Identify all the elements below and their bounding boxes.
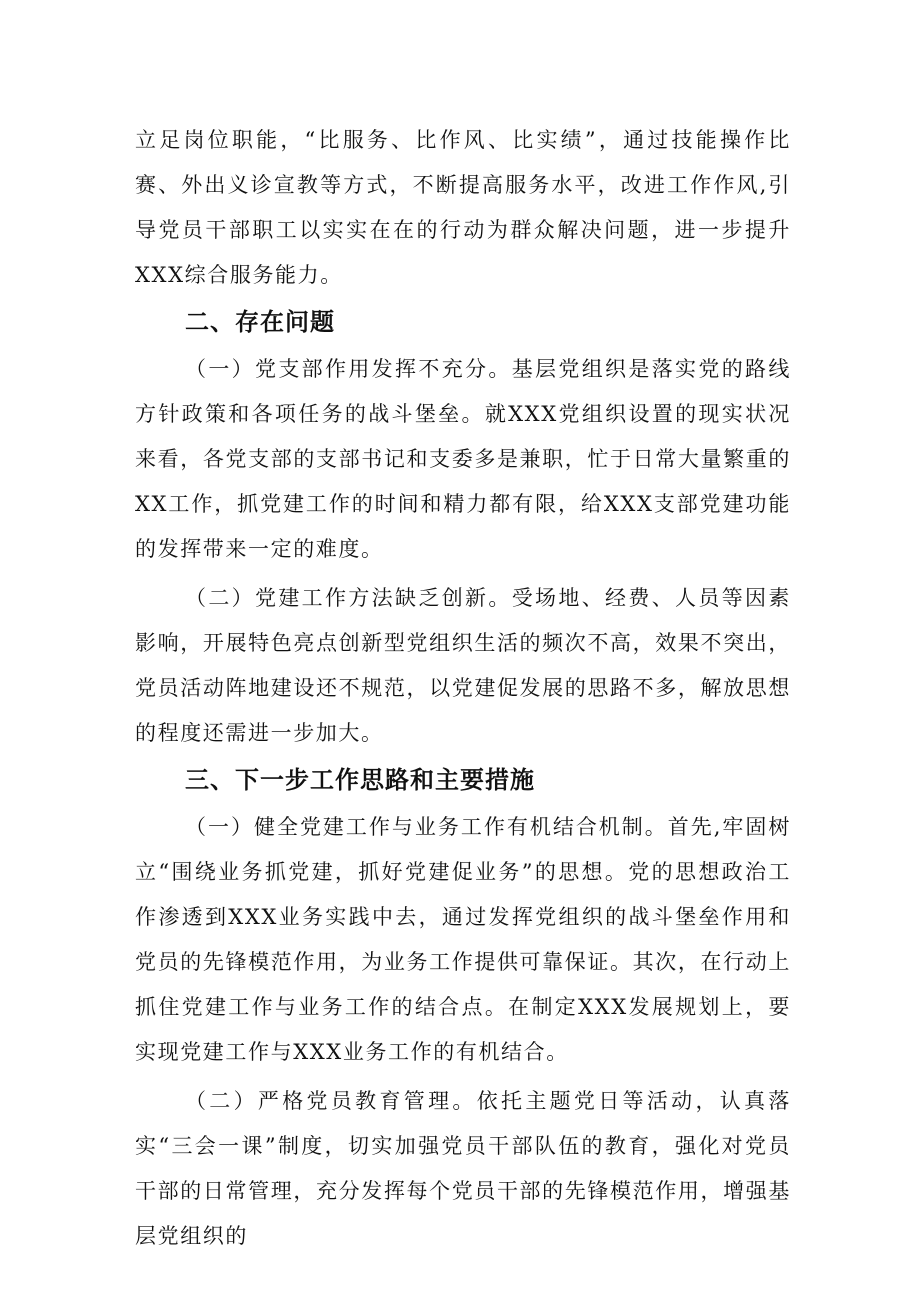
document-body [135, 118, 791, 1259]
heading-next-steps: 三、下一步工作思路和主要措施 [185, 766, 535, 794]
heading-existing-problems: 二、存在问题 [185, 308, 335, 336]
paragraph-problem-2: （二）党建工作方法缺乏创新。受场地、经费、人员等因素影响，开展特色亮点创新型党组织生活的频次不高，效果不突出，党员活动阵地建设还不规范，以党建促发展的思路不多，解放思想的程度还需进一步加大。 [135, 586, 791, 745]
paragraph-measure-1: （一）健全党建工作与业务工作有机结合机制。首先,牢固树立“围绕业务抓党建，抓好党建促业务”的思想。党的思想政治工作渗透到XXX业务实践中去，通过发挥党组织的战斗堡垒作用和党员的先锋模范作用，为业务工作提供可靠保证。其次，在行动上抓住党建工作与业务工作的结合点。在制定XXX发展规划上，要实现党建工作与XXX业务工作的有机结合。 [135, 815, 791, 1064]
paragraph-measure-2: （二）严格党员教育管理。依托主题党日等活动，认真落实“三会一课”制度，切实加强党员干部队伍的教育，强化对党员干部的日常管理，充分发挥每个党员干部的先锋模范作用，增强基层党组织的 [135, 1089, 791, 1248]
paragraph-problem-1: （一）党支部作用发挥不充分。基层党组织是落实党的路线方针政策和各项任务的战斗堡垒。就XXX党组织设置的现实状况来看，各党支部的支部书记和支委多是兼职，忙于日常大量繁重的XX工作，抓党建工作的时间和精力都有限，给XXX支部党建功能的发挥带来一定的难度。 [135, 357, 791, 561]
paragraph-service-capacity: 立足岗位职能，“比服务、比作风、比实绩”，通过技能操作比赛、外出义诊宣教等方式，不断提高服务水平，改进工作作风,引导党员干部职工以实实在在的行动为群众解决问题，进一步提升XXX综合服务能力。 [135, 128, 791, 287]
